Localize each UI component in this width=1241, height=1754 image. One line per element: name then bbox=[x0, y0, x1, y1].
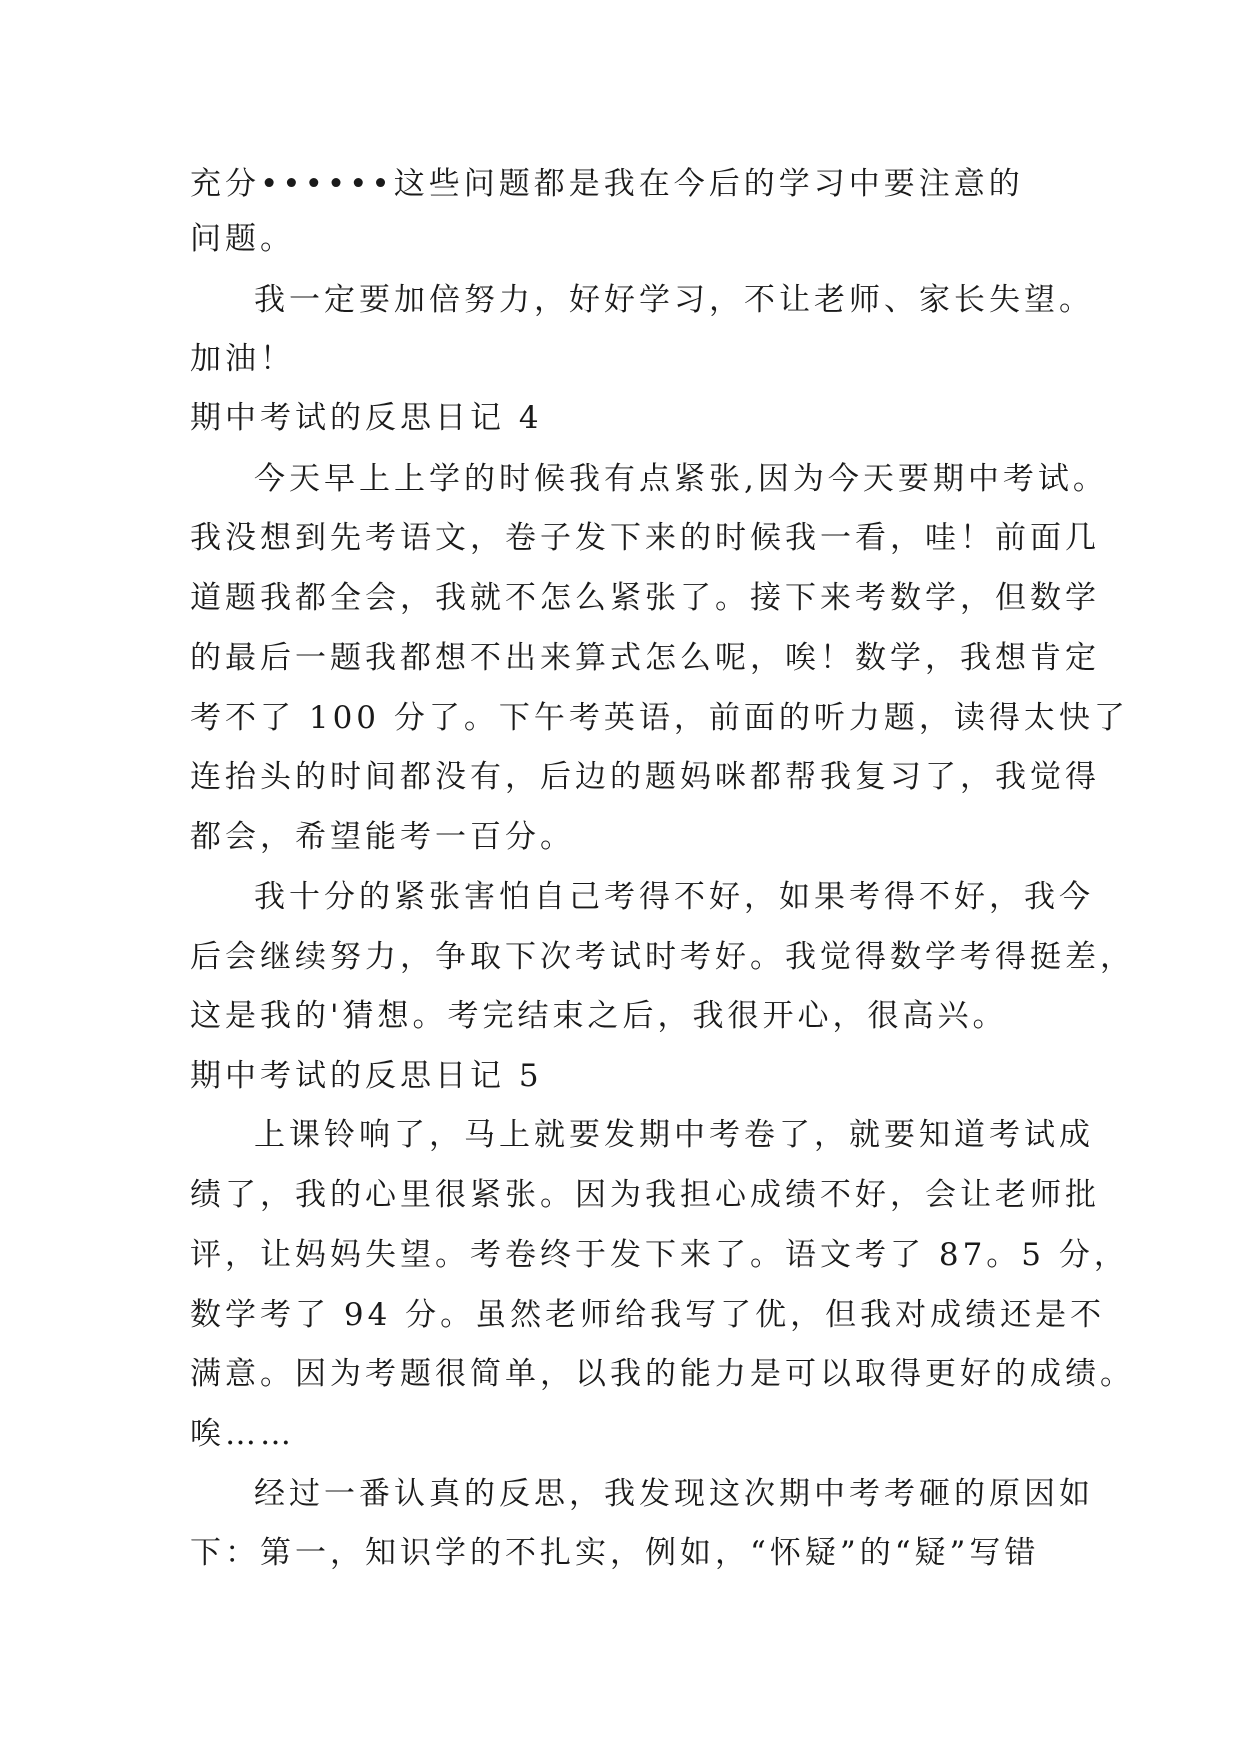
paragraph-start: 我一定要加倍努力，好好学习，不让老师、家长失望。 bbox=[254, 282, 1094, 318]
paragraph-start: 经过一番认真的反思，我发现这次期中考考砸的原因如 bbox=[254, 1476, 1094, 1512]
text-line: 连抬头的时间都没有，后边的题妈咪都帮我复习了，我觉得 bbox=[190, 759, 1100, 795]
text-line: 充分••••••这些问题都是我在今后的学习中要注意的 bbox=[190, 166, 1024, 202]
paragraph-start: 今天早上上学的时候我有点紧张,因为今天要期中考试。 bbox=[254, 461, 1108, 497]
text-line: 加油！ bbox=[190, 341, 295, 377]
text-line: 满意。因为考题很简单，以我的能力是可以取得更好的成绩。 bbox=[190, 1356, 1135, 1392]
section-heading: 期中考试的反思日记 5 bbox=[190, 1058, 543, 1094]
text-line: 都会，希望能考一百分。 bbox=[190, 819, 575, 855]
section-heading: 期中考试的反思日记 4 bbox=[190, 400, 543, 436]
text-line: 后会继续努力，争取下次考试时考好。我觉得数学考得挺差， bbox=[190, 939, 1135, 975]
text-line: 唉…… bbox=[190, 1416, 295, 1452]
text-line: 这是我的'猜想。考完结束之后，我很开心，很高兴。 bbox=[190, 998, 1008, 1034]
text-line: 数学考了 94 分。虽然老师给我写了优，但我对成绩还是不 bbox=[190, 1297, 1106, 1333]
text-line: 的最后一题我都想不出来算式怎么呢，唉！数学，我想肯定 bbox=[190, 640, 1100, 676]
text-line: 评，让妈妈失望。考卷终于发下来了。语文考了 87。5 分， bbox=[190, 1237, 1129, 1273]
text-line: 绩了，我的心里很紧张。因为我担心成绩不好，会让老师批 bbox=[190, 1177, 1100, 1213]
text-line: 下：第一，知识学的不扎实，例如，“怀疑”的“疑”写错 bbox=[190, 1535, 1040, 1571]
paragraph-start: 上课铃响了，马上就要发期中考卷了，就要知道考试成 bbox=[254, 1117, 1094, 1153]
paragraph-start: 我十分的紧张害怕自己考得不好，如果考得不好，我今 bbox=[254, 879, 1094, 915]
text-line: 我没想到先考语文，卷子发下来的时候我一看，哇！前面几 bbox=[190, 520, 1100, 556]
text-line: 考不了 100 分了。下午考英语，前面的听力题，读得太快了 bbox=[190, 700, 1129, 736]
text-line: 问题。 bbox=[190, 221, 295, 257]
text-line: 道题我都全会，我就不怎么紧张了。接下来考数学，但数学 bbox=[190, 580, 1100, 616]
